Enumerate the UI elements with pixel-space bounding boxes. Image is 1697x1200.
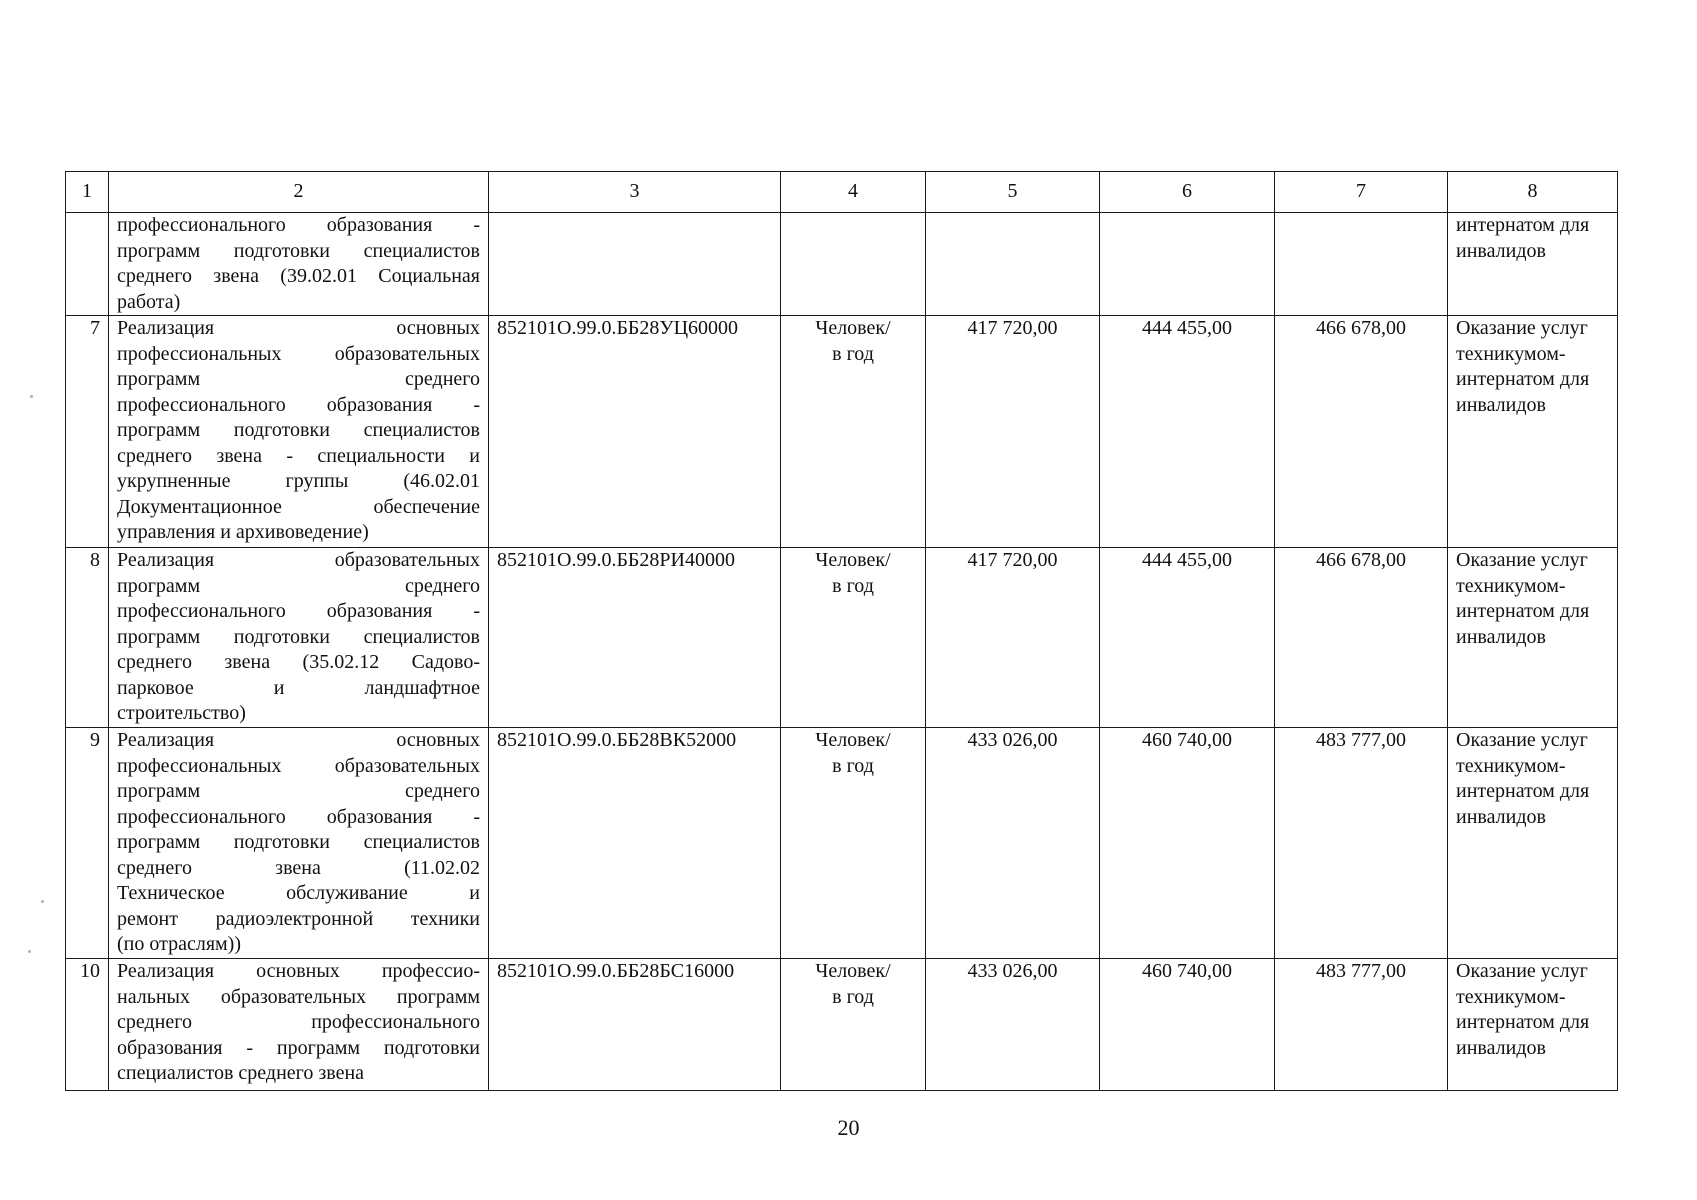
service-name-line: Реализация основных bbox=[117, 729, 480, 751]
service-name-cell bbox=[109, 213, 489, 316]
service-name-line: (по отраслям)) bbox=[117, 933, 241, 955]
note-cell bbox=[1448, 213, 1618, 316]
unit-line: Человек/ bbox=[815, 317, 891, 339]
note-cell bbox=[1448, 316, 1618, 548]
scan-speck bbox=[28, 950, 31, 953]
row-number-cell: 9 bbox=[66, 728, 109, 959]
unit-line: Человек/ bbox=[815, 729, 891, 751]
cost-value-cell-5: 433 026,00 bbox=[926, 728, 1100, 959]
unit-cell bbox=[781, 728, 926, 959]
service-name-cell bbox=[109, 728, 489, 959]
service-name-line: программ подготовки специалистов bbox=[117, 625, 480, 648]
service-name-line: профессиональных образовательных bbox=[117, 342, 480, 365]
service-name-cell bbox=[109, 316, 489, 548]
registry-code-cell bbox=[489, 213, 781, 316]
service-name-line: Документационное обеспечение bbox=[117, 495, 480, 518]
service-name-line: среднего звена (11.02.02 bbox=[117, 856, 480, 879]
note-line: инвалидов bbox=[1456, 393, 1546, 416]
table-row bbox=[66, 728, 1618, 959]
note-cell bbox=[1448, 959, 1618, 1091]
service-name-line: парковое и ландшафтное bbox=[117, 676, 480, 699]
row-number-cell: 10 bbox=[66, 959, 109, 1091]
service-name-line: программ среднего bbox=[117, 780, 480, 802]
note-cell bbox=[1448, 548, 1618, 728]
service-name-line: программ среднего bbox=[117, 574, 480, 597]
unit-line: в год bbox=[832, 574, 874, 597]
unit-line: в год bbox=[832, 342, 874, 365]
note-line: Оказание услуг bbox=[1456, 317, 1588, 339]
row-number-cell: 7 bbox=[66, 316, 109, 548]
service-name-line: Реализация основных профессио- bbox=[117, 960, 480, 982]
service-name-line: Реализация основных bbox=[117, 317, 480, 339]
table-body bbox=[66, 172, 1618, 1091]
column-number-row bbox=[66, 172, 1618, 213]
column-header-7: 7 bbox=[1275, 172, 1448, 213]
service-name-line: профессионального образования - bbox=[117, 600, 480, 622]
column-header-4: 4 bbox=[781, 172, 926, 213]
unit-cell bbox=[781, 959, 926, 1091]
note-line: техникумом- bbox=[1456, 574, 1566, 597]
unit-line: в год bbox=[832, 754, 874, 777]
registry-code-cell: 852101О.99.0.ББ28БС16000 bbox=[489, 959, 781, 1091]
service-name-line: профессиональных образовательных bbox=[117, 754, 480, 777]
service-name-line: управления и архивоведение) bbox=[117, 521, 369, 543]
note-line: инвалидов bbox=[1456, 239, 1546, 262]
registry-code-cell: 852101О.99.0.ББ28УЦ60000 bbox=[489, 316, 781, 548]
cost-value-cell-7: 483 777,00 bbox=[1275, 728, 1448, 959]
service-name-cell bbox=[109, 548, 489, 728]
service-name-line: программ среднего bbox=[117, 368, 480, 390]
row-number-cell: 8 bbox=[66, 548, 109, 728]
service-name-line: строительство) bbox=[117, 702, 246, 724]
column-header-2: 2 bbox=[109, 172, 489, 213]
cost-value-cell-5: 417 720,00 bbox=[926, 548, 1100, 728]
service-name-line: программ подготовки специалистов bbox=[117, 831, 480, 853]
service-name-line: укрупненные группы (46.02.01 bbox=[117, 470, 480, 492]
note-line: интернатом для bbox=[1456, 368, 1590, 390]
unit-cell bbox=[781, 213, 926, 316]
note-line: техникумом- bbox=[1456, 342, 1566, 365]
service-name-line: среднего звена - специальности и bbox=[117, 444, 480, 467]
unit-cell bbox=[781, 548, 926, 728]
note-line: интернатом для bbox=[1456, 780, 1590, 802]
column-header-1: 1 bbox=[66, 172, 109, 213]
service-name-line: специалистов среднего звена bbox=[117, 1062, 365, 1084]
unit-line: в год bbox=[832, 985, 874, 1008]
cost-value-cell-6: 460 740,00 bbox=[1100, 959, 1275, 1091]
service-name-line: образования - программ подготовки bbox=[117, 1036, 480, 1059]
note-line: Оказание услуг bbox=[1456, 729, 1588, 751]
scan-speck bbox=[41, 900, 44, 903]
table-row bbox=[66, 959, 1618, 1091]
note-line: инвалидов bbox=[1456, 1036, 1546, 1059]
registry-code-cell: 852101О.99.0.ББ28РИ40000 bbox=[489, 548, 781, 728]
cost-value-cell-6: 460 740,00 bbox=[1100, 728, 1275, 959]
cost-value-cell-7: 466 678,00 bbox=[1275, 548, 1448, 728]
note-line: инвалидов bbox=[1456, 625, 1546, 648]
service-name-line: Техническое обслуживание и bbox=[117, 882, 480, 904]
cost-value-cell-6: 444 455,00 bbox=[1100, 316, 1275, 548]
service-name-line: профессионального образования - bbox=[117, 393, 480, 416]
service-name-line: программ подготовки специалистов bbox=[117, 239, 480, 262]
note-line: Оказание услуг bbox=[1456, 960, 1588, 982]
column-header-3: 3 bbox=[489, 172, 781, 213]
cost-value-cell-7: 483 777,00 bbox=[1275, 959, 1448, 1091]
cost-value-cell-5: 433 026,00 bbox=[926, 959, 1100, 1091]
note-line: техникумом- bbox=[1456, 985, 1566, 1008]
service-name-line: программ подготовки специалистов bbox=[117, 419, 480, 441]
service-name-line: профессионального образования - bbox=[117, 805, 480, 828]
page-number: 20 bbox=[837, 1115, 860, 1140]
row-number-cell bbox=[66, 213, 109, 316]
service-name-line: ремонт радиоэлектронной техники bbox=[117, 907, 480, 930]
service-name-line: Реализация образовательных bbox=[117, 549, 480, 571]
table-row bbox=[66, 548, 1618, 728]
scan-speck bbox=[30, 395, 33, 398]
service-name-line: среднего звена (39.02.01 Социальная bbox=[117, 265, 480, 287]
service-name-cell bbox=[109, 959, 489, 1091]
service-name-line: нальных образовательных программ bbox=[117, 985, 480, 1008]
unit-cell bbox=[781, 316, 926, 548]
note-cell bbox=[1448, 728, 1618, 959]
cost-value-cell-6: 444 455,00 bbox=[1100, 548, 1275, 728]
cost-value-cell-7: 466 678,00 bbox=[1275, 316, 1448, 548]
column-header-5: 5 bbox=[926, 172, 1100, 213]
note-line: интернатом для bbox=[1456, 600, 1590, 622]
note-line: инвалидов bbox=[1456, 805, 1546, 828]
note-line: интернатом для bbox=[1456, 1011, 1590, 1033]
service-name-line: среднего звена (35.02.12 Садово- bbox=[117, 651, 480, 673]
services-table bbox=[65, 171, 1618, 1091]
unit-line: Человек/ bbox=[815, 549, 891, 571]
column-header-8: 8 bbox=[1448, 172, 1618, 213]
service-name-line: профессионального образования - bbox=[117, 214, 480, 236]
cost-value-cell-5: 417 720,00 bbox=[926, 316, 1100, 548]
service-name-line: среднего профессионального bbox=[117, 1011, 480, 1033]
cost-value-cell-6 bbox=[1100, 213, 1275, 316]
registry-code-cell: 852101О.99.0.ББ28ВК52000 bbox=[489, 728, 781, 959]
unit-line: Человек/ bbox=[815, 960, 891, 982]
table-row bbox=[66, 316, 1618, 548]
cost-value-cell-7 bbox=[1275, 213, 1448, 316]
note-line: Оказание услуг bbox=[1456, 549, 1588, 571]
note-line: техникумом- bbox=[1456, 754, 1566, 777]
note-line: интернатом для bbox=[1456, 214, 1590, 236]
service-name-line: работа) bbox=[117, 290, 181, 313]
column-header-6: 6 bbox=[1100, 172, 1275, 213]
cost-value-cell-5 bbox=[926, 213, 1100, 316]
continuation-row bbox=[66, 213, 1618, 316]
